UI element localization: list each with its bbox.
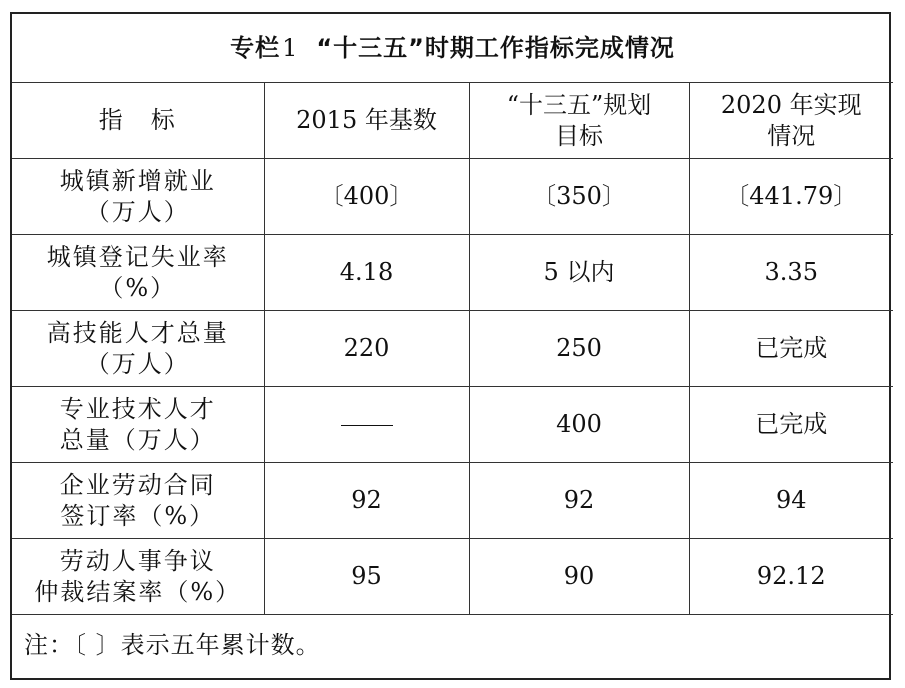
cell-base: [264, 387, 469, 463]
cell-actual: 〔441.79〕: [689, 159, 893, 235]
cell-target: 〔350〕: [469, 159, 689, 235]
cell-base: 92: [264, 463, 469, 539]
row-label: 城镇新增就业 （万人）: [12, 159, 264, 235]
cell-target: 400: [469, 387, 689, 463]
row-label: 专业技术人才 总量（万人）: [12, 387, 264, 463]
cell-base: 〔400〕: [264, 159, 469, 235]
cell-base: 4.18: [264, 235, 469, 311]
cell-base: 220: [264, 311, 469, 387]
cell-actual: 已完成: [689, 387, 893, 463]
indicator-table: [12, 14, 893, 675]
table-row: [12, 311, 893, 387]
table-row: [12, 539, 893, 615]
cell-target: 92: [469, 463, 689, 539]
cell-target: 250: [469, 311, 689, 387]
row-label: 城镇登记失业率 （%）: [12, 235, 264, 311]
cell-target: 5 以内: [469, 235, 689, 311]
row-label: 劳动人事争议 仲裁结案率（%）: [12, 539, 264, 615]
title-number: 1: [282, 33, 299, 62]
row-label: 企业劳动合同 签订率（%）: [12, 463, 264, 539]
table-frame: [10, 12, 891, 680]
header-base-2015: 2015 年基数: [264, 83, 469, 159]
dash-line: [341, 425, 393, 426]
table-row: [12, 235, 893, 311]
header-indicator: 指 标: [12, 83, 264, 159]
cell-actual: 94: [689, 463, 893, 539]
header-target: “十三五”规划 目标: [469, 83, 689, 159]
table-row: [12, 159, 893, 235]
cell-base: 95: [264, 539, 469, 615]
cell-actual: 3.35: [689, 235, 893, 311]
header-row: [12, 83, 893, 159]
table-note: 注：〔 〕表示五年累计数。: [12, 615, 893, 676]
table-title: [12, 14, 893, 83]
table-row: [12, 387, 893, 463]
cell-target: 90: [469, 539, 689, 615]
header-actual-2020: 2020 年实现 情况: [689, 83, 893, 159]
title-prefix: 专栏: [230, 33, 281, 62]
row-label: 高技能人才总量 （万人）: [12, 311, 264, 387]
table-row: [12, 463, 893, 539]
cell-actual: 92.12: [689, 539, 893, 615]
title-text: “十三五”时期工作指标完成情况: [316, 33, 675, 62]
cell-actual: 已完成: [689, 311, 893, 387]
